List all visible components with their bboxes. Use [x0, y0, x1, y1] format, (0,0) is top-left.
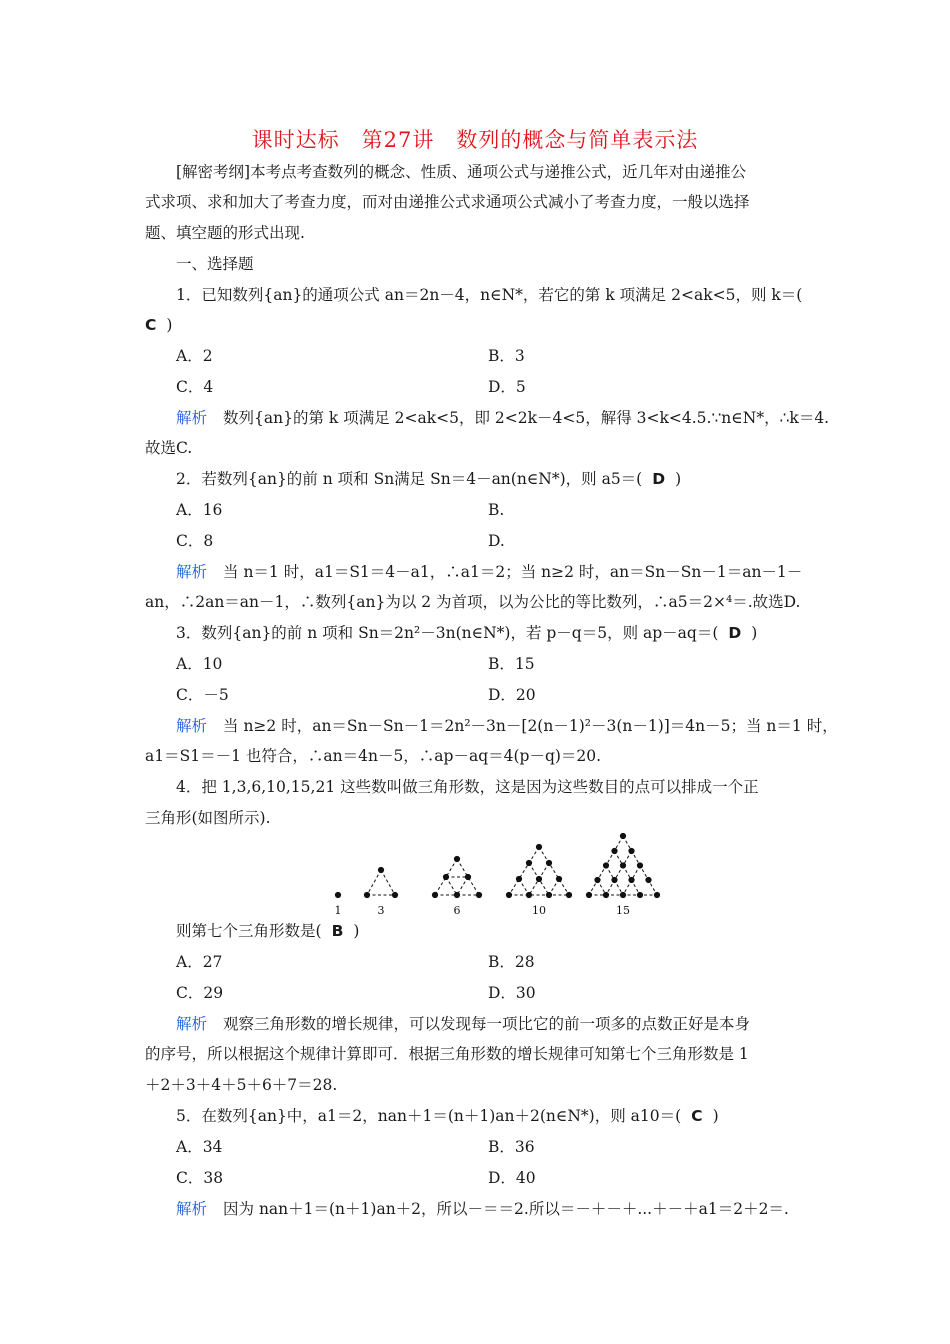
q3-solution-text-1: 当 n≥2 时，an＝Sn－Sn－1＝2n²－3n－[2(n－1)²－3(n－1)]＝4n－5；当 n＝1 时， [223, 717, 838, 735]
question-2-answer: D [652, 470, 666, 488]
q2-option-d: D. [488, 532, 505, 550]
question-4-ask: 则第七个三角形数是( [176, 922, 322, 940]
q4-option-a: A．27 [176, 953, 223, 971]
figure-label-15: 15 [616, 904, 630, 917]
q5-option-a: A．34 [176, 1138, 223, 1156]
question-5-answer: C [691, 1107, 703, 1125]
q3-solution-line-2: a1＝S1＝－1 也符合，∴an＝4n－5，∴ap－aq＝4(p－q)＝20. [145, 747, 602, 765]
question-3-stem-line [176, 621, 846, 645]
question-3-stem: 3．数列{an}的前 n 项和 Sn＝2n²－3n(n∈N*)，若 p－q＝5，则 ap－aq＝( [176, 624, 719, 642]
question-1-answer-line [145, 313, 815, 337]
q2-option-a: A．16 [176, 501, 223, 519]
question-4-close: ) [353, 922, 360, 940]
q1-solution-line-1 [176, 406, 846, 430]
q1-option-c: C．4 [176, 378, 214, 396]
question-5-close: ) [712, 1107, 719, 1125]
question-2-stem: 2．若数列{an}的前 n 项和 Sn满足 Sn＝4－an(n∈N*)，则 a5＝( [176, 470, 643, 488]
q4-solution-text-1: 观察三角形数的增长规律，可以发现每一项比它的前一项多的点数正好是本身 [223, 1015, 751, 1033]
q2-option-b: B. [488, 501, 505, 519]
q4-option-c: C．29 [176, 984, 224, 1002]
q2-analysis-label: 解析 [176, 563, 208, 581]
q5-solution-line-1 [176, 1197, 846, 1221]
q4-solution-line-3: ＋2＋3＋4＋5＋6＋7＝28. [145, 1076, 338, 1094]
figure-label-10: 10 [532, 904, 546, 917]
q1-option-a: A．2 [176, 347, 213, 365]
q1-solution-text-1: 数列{an}的第 k 项满足 2<ak<5，即 2<2k－4<5，解得 3<k<4.5.∵n∈N*，∴k＝4. [223, 409, 830, 427]
triangular-numbers-svg [320, 828, 670, 920]
q1-option-b: B．3 [488, 347, 525, 365]
q1-option-d: D．5 [488, 378, 526, 396]
q1-analysis-label: 解析 [176, 409, 208, 427]
question-2-stem-line [176, 467, 846, 491]
q1-solution-line-2: 故选C. [145, 439, 193, 457]
q4-analysis-label: 解析 [176, 1015, 208, 1033]
question-4-answer: B [331, 922, 344, 940]
question-1-close: ) [166, 316, 173, 334]
question-1-answer: C [145, 316, 157, 334]
q4-option-d: D．30 [488, 984, 536, 1002]
page-title: 课时达标 第27讲 数列的概念与简单表示法 [251, 128, 699, 152]
question-4-ask-line [176, 919, 846, 943]
q2-solution-text-1: 当 n＝1 时，a1＝S1＝4－a1，∴a1＝2；当 n≥2 时，an＝Sn－Sn－1＝an－1－ [223, 563, 803, 581]
intro-line-2: 式求项、求和加大了考查力度，而对由递推公式求通项公式减小了考查力度，一般以选择 [145, 193, 750, 211]
q4-solution-line-1 [176, 1012, 846, 1036]
q4-option-b: B．28 [488, 953, 535, 971]
figure-label-1: 1 [334, 904, 342, 917]
intro-line-3: 题、填空题的形式出现. [145, 224, 305, 242]
q3-analysis-label: 解析 [176, 717, 208, 735]
q2-solution-line-1 [176, 560, 846, 584]
figure-label-6: 6 [453, 904, 461, 917]
question-5-stem-line [176, 1104, 846, 1128]
section-heading: 一、选择题 [176, 255, 254, 273]
question-2-close: ) [675, 470, 682, 488]
intro-line-1: [解密考纲]本考点考查数列的概念、性质、通项公式与递推公式，近几年对由递推公 [176, 163, 747, 181]
q3-option-c: C．－5 [176, 686, 229, 704]
question-1-stem: 1．已知数列{an}的通项公式 an＝2n－4，n∈N*，若它的第 k 项满足 2<ak<5，则 k＝( [176, 286, 803, 304]
figure-label-3: 3 [377, 904, 385, 917]
q4-solution-line-2: 的序号，所以根据这个规律计算即可．根据三角形数的增长规律可知第七个三角形数是 1 [145, 1045, 749, 1063]
question-4-stem-line-2: 三角形(如图所示). [145, 809, 271, 827]
question-4-stem-line-1: 4．把 1,3,6,10,15,21 这些数叫做三角形数，这是因为这些数目的点可以排成一个正 [176, 778, 759, 796]
q5-solution-text-1: 因为 nan＋1＝(n＋1)an＋2，所以－＝＝2.所以＝－＋－＋...＋－＋a1＝2＋2＝. [223, 1200, 789, 1218]
q5-option-b: B．36 [488, 1138, 535, 1156]
q2-solution-line-2: an，∴2an＝an－1，∴数列{an}为以 2 为首项，以为公比的等比数列，∴a5＝2×⁴＝.故选D. [145, 593, 801, 611]
q3-option-b: B．15 [488, 655, 535, 673]
q3-solution-line-1 [176, 714, 846, 738]
question-5-stem: 5．在数列{an}中，a1＝2，nan＋1＝(n＋1)an＋2(n∈N*)，则 a10＝( [176, 1107, 682, 1125]
q3-option-d: D．20 [488, 686, 536, 704]
question-3-close: ) [751, 624, 758, 642]
q5-option-d: D．40 [488, 1169, 536, 1187]
q5-analysis-label: 解析 [176, 1200, 208, 1218]
q5-option-c: C．38 [176, 1169, 224, 1187]
question-3-answer: D [728, 624, 742, 642]
q2-option-c: C．8 [176, 532, 214, 550]
triangular-numbers-figure [320, 828, 670, 920]
q3-option-a: A．10 [176, 655, 223, 673]
